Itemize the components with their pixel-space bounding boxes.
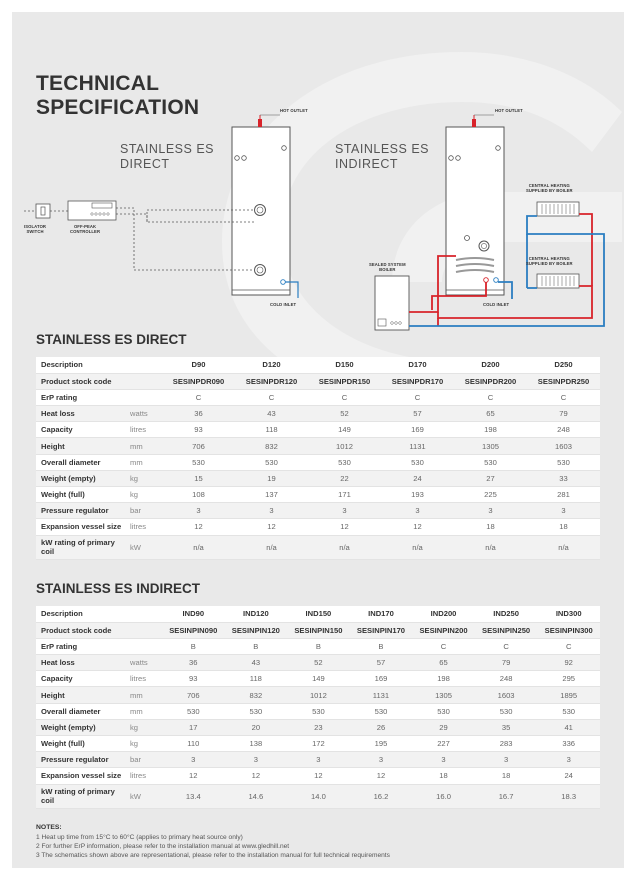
row-label: Capacity xyxy=(36,671,128,687)
cell-value: 169 xyxy=(381,422,454,438)
sealed-system-boiler-label: SEALED SYSTEM BOILER xyxy=(369,262,406,272)
direct-spec-table xyxy=(36,357,600,560)
cell-value: B xyxy=(350,638,413,654)
cell-value: 530 xyxy=(308,454,381,470)
model-header: IND150 xyxy=(287,606,350,622)
model-header: D200 xyxy=(454,357,527,373)
row-label: Expansion vessel size xyxy=(36,768,128,784)
cell-value: 3 xyxy=(162,503,235,519)
central-heating-label-upper: CENTRAL HEATING SUPPLIED BY BOILER xyxy=(526,183,573,193)
cell-value: 198 xyxy=(412,671,475,687)
cell-value: 3 xyxy=(235,503,308,519)
cell-value: 43 xyxy=(235,406,308,422)
table-row xyxy=(36,687,600,703)
cell-value: 193 xyxy=(381,487,454,503)
note-item: 2 For further ErP information, please refer to the installation manual at www.gledhill.net xyxy=(36,843,290,850)
cell-value: 3 xyxy=(537,752,600,768)
cell-value: 13.4 xyxy=(162,784,225,808)
row-label: Height xyxy=(36,438,128,454)
cell-value: 3 xyxy=(308,503,381,519)
row-label: Heat loss xyxy=(36,406,128,422)
cell-value: 52 xyxy=(287,655,350,671)
cell-value: 1131 xyxy=(350,687,413,703)
cell-value: 57 xyxy=(350,655,413,671)
cell-value: 35 xyxy=(475,719,538,735)
row-unit: kg xyxy=(128,487,162,503)
row-label: Height xyxy=(36,687,128,703)
cell-value: 57 xyxy=(381,406,454,422)
cell-value: 530 xyxy=(350,703,413,719)
table-row xyxy=(36,438,600,454)
cell-value: 12 xyxy=(350,768,413,784)
cell-value: 706 xyxy=(162,438,235,454)
table-row xyxy=(36,535,600,559)
row-label: Weight (empty) xyxy=(36,470,128,486)
cell-value: C xyxy=(412,638,475,654)
row-label: ErP rating xyxy=(36,389,128,405)
row-label: Weight (full) xyxy=(36,487,128,503)
cell-value: 1305 xyxy=(412,687,475,703)
model-header: D170 xyxy=(381,357,454,373)
model-header: IND250 xyxy=(475,606,538,622)
cell-value: 832 xyxy=(235,438,308,454)
cell-value: SESINPIN250 xyxy=(475,622,538,638)
row-unit: watts xyxy=(128,655,162,671)
cell-value: 169 xyxy=(350,671,413,687)
indirect-cold-inlet-label: COLD INLET xyxy=(483,302,510,307)
note-item: 3 The schematics shown above are representational, please refer to the installation manual for full technical requirements xyxy=(36,852,390,859)
cell-value: 22 xyxy=(308,470,381,486)
cell-value: 195 xyxy=(350,736,413,752)
cell-value: 3 xyxy=(412,752,475,768)
table-row xyxy=(36,703,600,719)
cell-value: n/a xyxy=(381,535,454,559)
cell-value: 12 xyxy=(162,519,235,535)
cell-value: 283 xyxy=(475,736,538,752)
spec-page xyxy=(12,12,624,868)
row-unit: kW xyxy=(128,535,162,559)
row-unit: bar xyxy=(128,752,162,768)
cell-value: 1603 xyxy=(527,438,600,454)
cell-value: 118 xyxy=(225,671,288,687)
cell-value: 530 xyxy=(537,703,600,719)
cell-value: n/a xyxy=(235,535,308,559)
cell-value: 706 xyxy=(162,687,225,703)
cell-value: C xyxy=(162,389,235,405)
cell-value: 93 xyxy=(162,422,235,438)
row-label: kW rating of primary coil xyxy=(36,535,128,559)
isolator-switch xyxy=(36,204,50,218)
row-label: Product stock code xyxy=(36,373,128,389)
row-unit: mm xyxy=(128,703,162,719)
row-unit: kg xyxy=(128,719,162,735)
cell-value: SESINPDR200 xyxy=(454,373,527,389)
row-label: Weight (full) xyxy=(36,736,128,752)
cell-value: C xyxy=(537,638,600,654)
cell-value: 12 xyxy=(287,768,350,784)
indirect-hot-outlet-label: HOT OUTLET xyxy=(495,108,523,113)
cell-value: 530 xyxy=(381,454,454,470)
cell-value: SESINPDR120 xyxy=(235,373,308,389)
cell-value: 18 xyxy=(454,519,527,535)
cell-value: 36 xyxy=(162,655,225,671)
notes-title: NOTES: xyxy=(36,824,62,831)
cell-value: 3 xyxy=(162,752,225,768)
cell-value: 92 xyxy=(537,655,600,671)
table-row xyxy=(36,638,600,654)
cell-value: 172 xyxy=(287,736,350,752)
direct-cylinder xyxy=(232,115,298,298)
cell-value: 1131 xyxy=(381,438,454,454)
cell-value: 16.0 xyxy=(412,784,475,808)
row-unit: kg xyxy=(128,470,162,486)
cell-value: 530 xyxy=(235,454,308,470)
model-header: D250 xyxy=(527,357,600,373)
row-unit: kW xyxy=(128,784,162,808)
cell-value: 248 xyxy=(475,671,538,687)
table-row xyxy=(36,622,600,638)
table-row xyxy=(36,454,600,470)
cell-value: 110 xyxy=(162,736,225,752)
table-row xyxy=(36,719,600,735)
cell-value: 52 xyxy=(308,406,381,422)
row-unit: kg xyxy=(128,736,162,752)
row-unit xyxy=(128,373,162,389)
cell-value: 530 xyxy=(527,454,600,470)
cell-value: 65 xyxy=(454,406,527,422)
cell-value: 41 xyxy=(537,719,600,735)
table-header-row xyxy=(36,357,600,373)
row-label: Product stock code xyxy=(36,622,128,638)
row-unit: mm xyxy=(128,454,162,470)
cell-value: C xyxy=(235,389,308,405)
cell-value: 225 xyxy=(454,487,527,503)
cell-value: 3 xyxy=(287,752,350,768)
cell-value: 12 xyxy=(381,519,454,535)
page-title: TECHNICAL SPECIFICATION xyxy=(36,72,200,119)
table-row xyxy=(36,373,600,389)
cell-value: 198 xyxy=(454,422,527,438)
schematic-diagram xyxy=(12,12,624,352)
table-row xyxy=(36,503,600,519)
table-row xyxy=(36,768,600,784)
row-label: Pressure regulator xyxy=(36,752,128,768)
direct-cold-inlet-label: COLD INLET xyxy=(270,302,297,307)
cell-value: n/a xyxy=(527,535,600,559)
row-unit: bar xyxy=(128,503,162,519)
row-label: Expansion vessel size xyxy=(36,519,128,535)
cell-value: SESINPDR250 xyxy=(527,373,600,389)
cell-value: 138 xyxy=(225,736,288,752)
direct-hot-outlet-label: HOT OUTLET xyxy=(280,108,308,113)
row-unit: litres xyxy=(128,422,162,438)
model-header: IND200 xyxy=(412,606,475,622)
cell-value: 18 xyxy=(475,768,538,784)
row-unit xyxy=(128,638,162,654)
cell-value: C xyxy=(381,389,454,405)
cell-value: 137 xyxy=(235,487,308,503)
row-unit: mm xyxy=(128,438,162,454)
cell-value: 3 xyxy=(225,752,288,768)
cell-value: 530 xyxy=(287,703,350,719)
cell-value: 149 xyxy=(287,671,350,687)
cell-value: 3 xyxy=(381,503,454,519)
off-peak-controller-label: OFF-PEAK CONTROLLER xyxy=(70,224,101,234)
cell-value: 15 xyxy=(162,470,235,486)
cell-value: B xyxy=(225,638,288,654)
cell-value: 3 xyxy=(527,503,600,519)
table-row xyxy=(36,784,600,808)
cell-value: SESINPIN090 xyxy=(162,622,225,638)
cell-value: 12 xyxy=(162,768,225,784)
cell-value: 17 xyxy=(162,719,225,735)
row-unit: litres xyxy=(128,519,162,535)
table-row xyxy=(36,406,600,422)
cell-value: 43 xyxy=(225,655,288,671)
cell-value: 149 xyxy=(308,422,381,438)
cell-value: 27 xyxy=(454,470,527,486)
row-label: kW rating of primary coil xyxy=(36,784,128,808)
table-row xyxy=(36,655,600,671)
model-header: D120 xyxy=(235,357,308,373)
cell-value: 1305 xyxy=(454,438,527,454)
cell-value: C xyxy=(527,389,600,405)
cell-value: 1012 xyxy=(308,438,381,454)
indirect-spec-table xyxy=(36,606,600,809)
cell-value: 79 xyxy=(475,655,538,671)
table-row xyxy=(36,671,600,687)
cell-value: 20 xyxy=(225,719,288,735)
cell-value: 29 xyxy=(412,719,475,735)
model-header: D90 xyxy=(162,357,235,373)
model-header: D150 xyxy=(308,357,381,373)
cell-value: 24 xyxy=(537,768,600,784)
cell-value: 1603 xyxy=(475,687,538,703)
cell-value: C xyxy=(475,638,538,654)
table-row xyxy=(36,470,600,486)
cell-value: 79 xyxy=(527,406,600,422)
cell-value: B xyxy=(287,638,350,654)
indirect-cylinder xyxy=(446,115,504,295)
radiator-lower xyxy=(537,274,579,288)
row-label: Capacity xyxy=(36,422,128,438)
cell-value: 18.3 xyxy=(537,784,600,808)
cell-value: 530 xyxy=(475,703,538,719)
note-item: 1 Heat up time from 15°C to 60°C (applies to primary heat source only) xyxy=(36,834,243,841)
row-label: Overall diameter xyxy=(36,703,128,719)
cell-value: SESINPDR170 xyxy=(381,373,454,389)
row-unit xyxy=(128,389,162,405)
table-row xyxy=(36,487,600,503)
sealed-system-boiler xyxy=(375,276,409,330)
cell-value: 12 xyxy=(225,768,288,784)
row-label: Pressure regulator xyxy=(36,503,128,519)
model-header: IND90 xyxy=(162,606,225,622)
cell-value: SESINPIN170 xyxy=(350,622,413,638)
description-header: Description xyxy=(36,606,162,622)
cell-value: 18 xyxy=(412,768,475,784)
radiator-upper xyxy=(537,202,579,216)
cell-value: n/a xyxy=(162,535,235,559)
cell-value: 14.6 xyxy=(225,784,288,808)
table-row xyxy=(36,519,600,535)
isolator-switch-label: ISOLATOR SWITCH xyxy=(24,224,47,234)
cell-value: 14.0 xyxy=(287,784,350,808)
direct-diagram-label: STAINLESS ES DIRECT xyxy=(120,142,214,171)
cell-value: n/a xyxy=(308,535,381,559)
row-unit: litres xyxy=(128,768,162,784)
cell-value: SESINPIN300 xyxy=(537,622,600,638)
cell-value: SESINPDR150 xyxy=(308,373,381,389)
wiring-lines xyxy=(24,208,254,270)
cell-value: 93 xyxy=(162,671,225,687)
cell-value: 33 xyxy=(527,470,600,486)
cell-value: C xyxy=(454,389,527,405)
cell-value: 19 xyxy=(235,470,308,486)
cell-value: 530 xyxy=(454,454,527,470)
cell-value: 3 xyxy=(454,503,527,519)
notes xyxy=(36,823,390,860)
cell-value: 295 xyxy=(537,671,600,687)
cell-value: 530 xyxy=(225,703,288,719)
model-header: IND170 xyxy=(350,606,413,622)
indirect-diagram-label: STAINLESS ES INDIRECT xyxy=(335,142,429,171)
cell-value: 3 xyxy=(350,752,413,768)
model-header: IND300 xyxy=(537,606,600,622)
table-row xyxy=(36,389,600,405)
cell-value: 832 xyxy=(225,687,288,703)
row-unit: mm xyxy=(128,687,162,703)
description-header: Description xyxy=(36,357,162,373)
cell-value: 530 xyxy=(162,454,235,470)
row-unit: watts xyxy=(128,406,162,422)
cell-value: 12 xyxy=(235,519,308,535)
cell-value: 281 xyxy=(527,487,600,503)
cell-value: 1012 xyxy=(287,687,350,703)
cell-value: SESINPIN120 xyxy=(225,622,288,638)
row-label: ErP rating xyxy=(36,638,128,654)
cell-value: C xyxy=(308,389,381,405)
cell-value: SESINPIN200 xyxy=(412,622,475,638)
table-row xyxy=(36,422,600,438)
cell-value: SESINPIN150 xyxy=(287,622,350,638)
row-label: Weight (empty) xyxy=(36,719,128,735)
cell-value: 530 xyxy=(162,703,225,719)
cell-value: 18 xyxy=(527,519,600,535)
model-header: IND120 xyxy=(225,606,288,622)
cell-value: 16.7 xyxy=(475,784,538,808)
cell-value: 12 xyxy=(308,519,381,535)
cell-value: 65 xyxy=(412,655,475,671)
cell-value: 36 xyxy=(162,406,235,422)
cell-value: 24 xyxy=(381,470,454,486)
cell-value: 530 xyxy=(412,703,475,719)
cell-value: 108 xyxy=(162,487,235,503)
cell-value: 336 xyxy=(537,736,600,752)
table-header-row xyxy=(36,606,600,622)
central-heating-label-lower: CENTRAL HEATING SUPPLIED BY BOILER xyxy=(526,256,573,266)
cell-value: n/a xyxy=(454,535,527,559)
cell-value: B xyxy=(162,638,225,654)
row-label: Heat loss xyxy=(36,655,128,671)
table-row xyxy=(36,736,600,752)
direct-section-title: STAINLESS ES DIRECT xyxy=(36,332,187,347)
row-label: Overall diameter xyxy=(36,454,128,470)
cell-value: SESINPDR090 xyxy=(162,373,235,389)
cell-value: 16.2 xyxy=(350,784,413,808)
indirect-section-title: STAINLESS ES INDIRECT xyxy=(36,581,201,596)
row-unit: litres xyxy=(128,671,162,687)
row-unit xyxy=(128,622,162,638)
cell-value: 227 xyxy=(412,736,475,752)
cell-value: 23 xyxy=(287,719,350,735)
cell-value: 171 xyxy=(308,487,381,503)
cell-value: 248 xyxy=(527,422,600,438)
cell-value: 1895 xyxy=(537,687,600,703)
cell-value: 3 xyxy=(475,752,538,768)
cell-value: 118 xyxy=(235,422,308,438)
cell-value: 26 xyxy=(350,719,413,735)
off-peak-controller xyxy=(68,201,116,220)
table-row xyxy=(36,752,600,768)
